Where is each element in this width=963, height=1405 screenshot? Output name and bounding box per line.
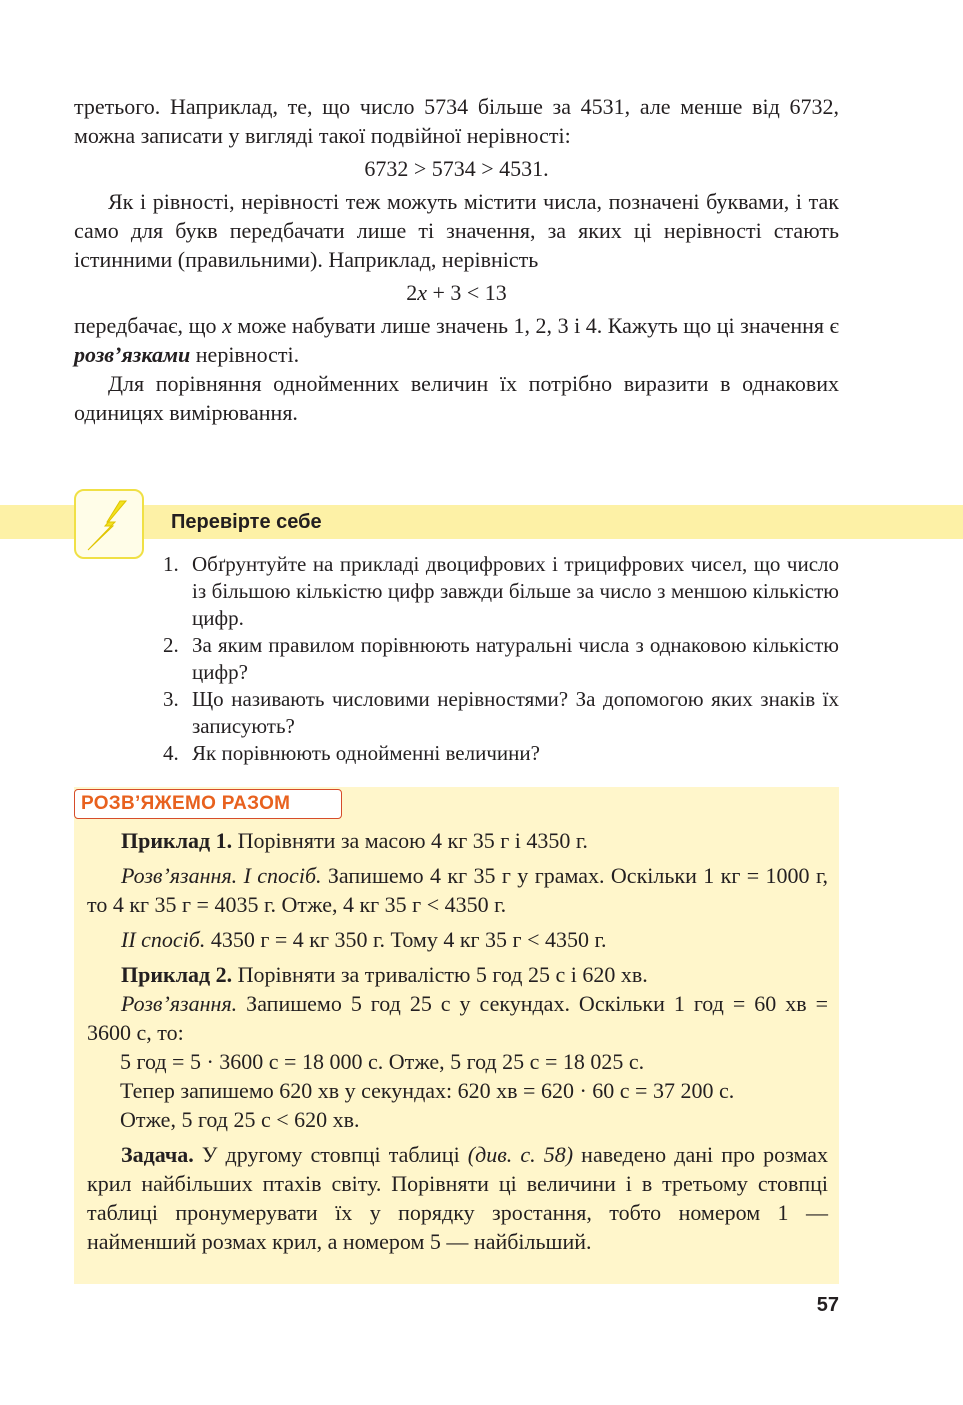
paragraph: Як і рівності, нерівності теж можуть містити числа, позначені буквами, і так само для букв передбачати лише ті значення, за яких ці нерівності стають істинними (правильними). Наприклад, нерівність xyxy=(74,189,839,272)
example-2-task: Приклад 2. Порівняти за тривалістю 5 год 25 с і 620 хв. xyxy=(121,962,648,987)
question-list xyxy=(163,551,839,767)
example-2-line: Тепер запишемо 620 хв у секундах: 620 хв = 620 · 60 с = 37 200 с. xyxy=(120,1078,735,1103)
question-item: 3. Що називають числовими нерівностями? За допомогою яких знаків їх записують? xyxy=(163,687,839,738)
inequality-formula: 2x + 3 < 13 xyxy=(406,280,507,305)
paragraph: передбачає, що x може набувати лише значень 1, 2, 3 і 4. Кажуть що ці значення є розв’язками нерівності. xyxy=(74,313,839,367)
example-2-solution: Розв’язання. Запишемо 5 год 25 с у секундах. Оскільки 1 год = 60 хв = 3600 с, то: xyxy=(87,991,828,1045)
example-1-solution: Розв’язання. І спосіб. Запишемо 4 кг 35 г у грамах. Оскільки 1 кг = 1000 г, то 4 кг 35 г = 4035 г. Отже, 4 кг 35 г < 4350 г. xyxy=(87,863,828,917)
example-1-task: Приклад 1. Порівняти за масою 4 кг 35 г і 4350 г. xyxy=(121,828,588,853)
check-yourself-title: Перевірте себе xyxy=(171,511,322,533)
example-2-line: 5 год = 5 · 3600 с = 18 000 с. Отже, 5 год 25 с = 18 025 с. xyxy=(120,1049,645,1074)
question-item: 4. Як порівнюють однойменні величини? xyxy=(163,741,540,765)
question-item: 2. За яким правилом порівнюють натуральні числа з однаковою кількістю цифр? xyxy=(163,633,839,684)
main-text xyxy=(74,92,839,427)
lightning-icon xyxy=(74,489,144,559)
question-item: 1. Обґрунтуйте на прикладі двоцифрових і трицифрових чисел, що число із більшою кількістю цифр завжди більше за число з меншою кількістю цифр. xyxy=(163,552,839,630)
task: Задача. У другому стовпці таблиці (див. с. 58) наведено дані про розмах крил найбільших птахів світу. Порівняти ці величини і в третьому стовпці таблиці пронумерувати їх у порядку зростання, тобто номером 1 — найменший розмах крил, а номером 5 — найбільший. xyxy=(87,1142,828,1254)
page-number: 57 xyxy=(816,1294,839,1316)
examples xyxy=(87,826,828,1256)
example-1-way-2: II спосіб. 4350 г = 4 кг 350 г. Тому 4 кг 35 г < 4350 г. xyxy=(121,927,607,952)
check-yourself-band xyxy=(0,505,963,539)
double-inequality: 6732 > 5734 > 4531. xyxy=(364,156,549,181)
example-2-line: Отже, 5 год 25 с < 620 хв. xyxy=(120,1107,360,1132)
term-solutions: розв’язками xyxy=(74,342,191,367)
solve-together-tag: РОЗВ’ЯЖЕМО РАЗОМ xyxy=(74,789,342,819)
paragraph: Для порівняння однойменних величин їх потрібно виразити в однакових одиницях вимірювання. xyxy=(74,371,839,425)
paragraph: третього. Наприклад, те, що число 5734 більше за 4531, але менше від 6732, можна записати у вигляді такої подвійної нерівності: xyxy=(74,94,839,148)
